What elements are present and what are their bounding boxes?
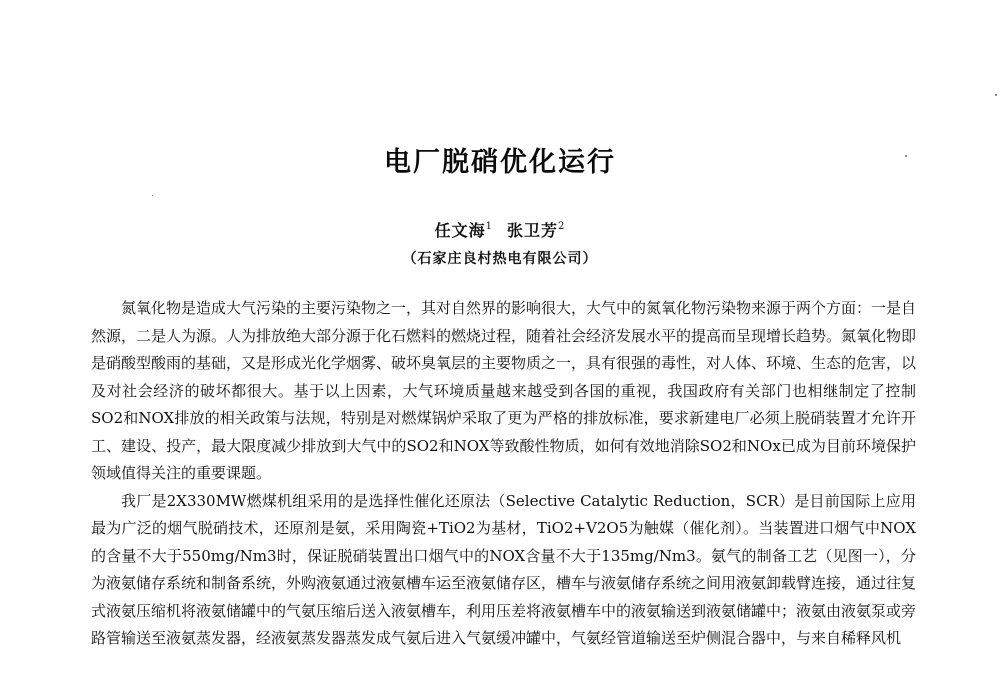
scan-speck [152,195,153,196]
author-affiliation-mark: 2 [558,221,566,232]
author-name: 张卫芳 [507,221,559,240]
paragraph: 氮氧化物是造成大气污染的主要污染物之一，其对自然界的影响很大，大气中的氮氧化物污染物来源于两个方面：一是自然源，二是人为源。人为排放绝大部分源于化石燃料的燃烧过程，随着社会经济发展水平的提高而呈现增长趋势。氮氧化物即是硝酸型酸雨的基础，又是形成光化学烟雾、破坏臭氧层的主要物质之一，具有很强的毒性，对人体、环境、生态的危害，以及对社会经济的破坏都很大。基于以上因素，大气环境质量越来越受到各国的重视，我国政府有关部门也相继制定了控制SO2和NOX排放的相关政策与法规，特别是对燃煤锅炉采取了更为严格的排放标准，要求新建电厂必须上脱硝装置才允许开工、建设、投产，最大限度减少排放到大气中的SO2和NOX等致酸性物质，如何有效地消除SO2和NOx已成为目前环境保护领域值得关注的重要课题。 [91,299,917,482]
author-line [0,218,1000,241]
scan-speck [905,155,907,157]
paper-title: 电厂脱硝优化运行 [384,147,616,178]
author-affiliation-mark: 1 [485,221,493,232]
author-name: 任文海 [434,221,486,240]
body-text [91,295,916,653]
paragraph: 我厂是2X330MW燃煤机组采用的是选择性催化还原法（Selective Catalytic Reduction，SCR）是目前国际上应用最为广泛的烟气脱硝技术，还原剂是氨，采用陶瓷+TiO2为基材，TiO2+V2O5为触媒（催化剂）。当装置进口烟气中NOX的含量不大于550mg/Nm3时，保证脱硝装置出口烟气中的NOX含量不大于135mg/Nm3。氨气的制备工艺（见图一），分为液氨储存系统和制备系统，外购液氨通过液氨槽车运至液氨储存区，槽车与液氨储存系统之间用液氨卸载臂连接，通过往复式液氨压缩机将液氨储罐中的气氨压缩后送入液氨槽车，利用压差将液氨槽车中的液氨输送到液氨储罐中；液氨由液氨泵或旁路管输送至液氨蒸发器，经液氨蒸发器蒸发成气氨后进入气氨缓冲罐中，气氨经管道输送至炉侧混合器中，与来自稀释风机 [91,491,917,647]
affiliation: （石家庄良村热电有限公司） [402,251,598,267]
scan-speck [995,94,997,96]
